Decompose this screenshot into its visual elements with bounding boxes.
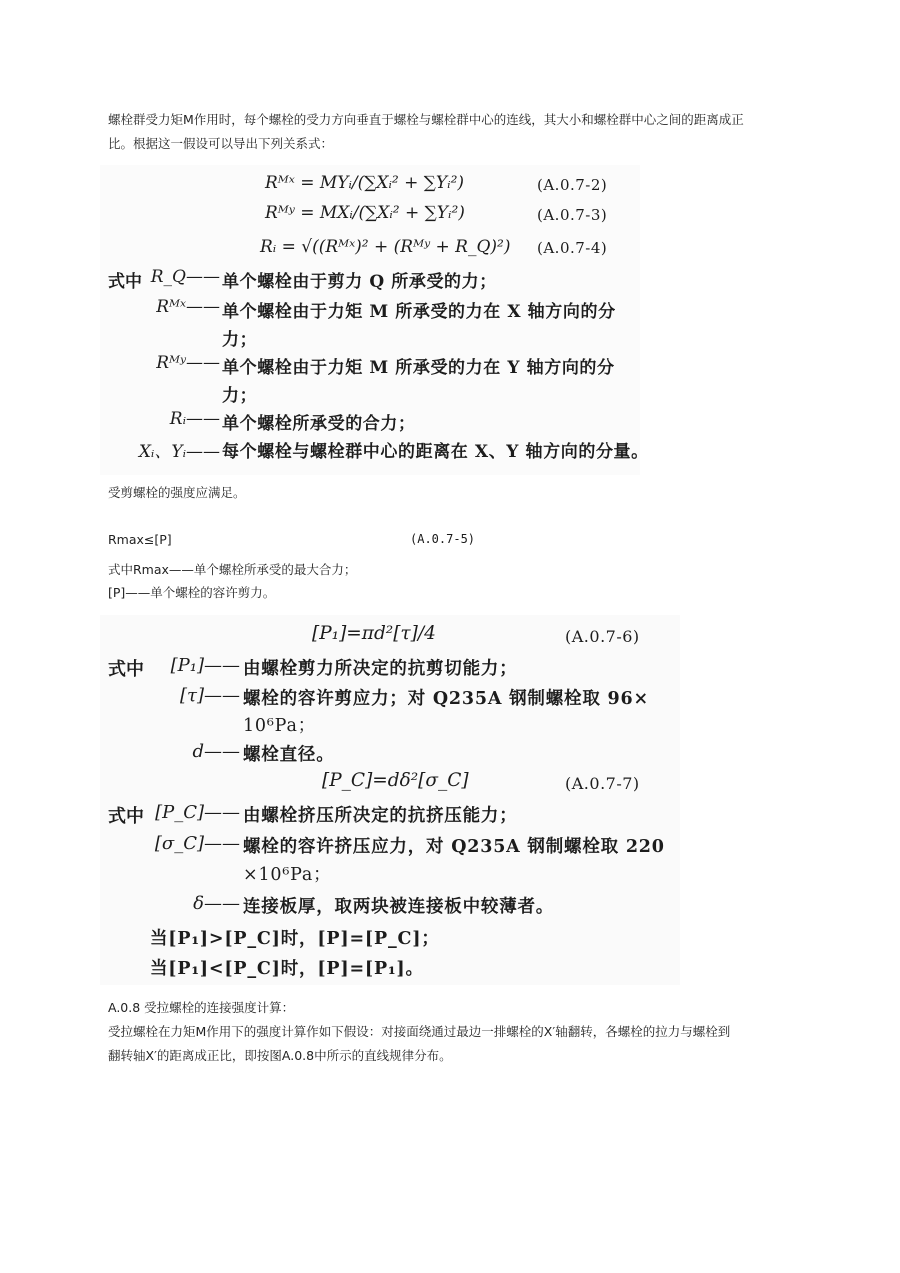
scanned-formula-block-a bbox=[100, 165, 649, 475]
case-line-2: 当[P₁]<[P_C]时，[P]=[P₁]。 bbox=[150, 959, 424, 979]
p-definition: [P]——单个螺栓的容许剪力。 bbox=[108, 585, 276, 600]
intro-line-2: 比。根据这一假设可以导出下列关系式： bbox=[108, 136, 334, 151]
symbol-sigma-c: [σ_C]—— bbox=[154, 833, 240, 854]
where-label-a: 式中 bbox=[108, 272, 142, 292]
symbol-d: d—— bbox=[192, 741, 240, 762]
definition-rq: 单个螺栓由于剪力 Q 所承受的力； bbox=[222, 272, 497, 292]
where-label-b: 式中 bbox=[108, 659, 144, 680]
definition-tau: 螺栓的容许剪应力；对 Q235A 钢制螺栓取 96× bbox=[243, 689, 649, 709]
definition-sigma-c: 螺栓的容许挤压应力，对 Q235A 钢制螺栓取 220 bbox=[243, 837, 665, 857]
formula-number-a7-3: (A.0.7-3) bbox=[537, 206, 608, 224]
definition-rmx: 单个螺栓由于力矩 M 所承受的力在 X 轴方向的分 bbox=[222, 302, 616, 322]
definition-tau-cont: 10⁶Pa； bbox=[243, 716, 317, 736]
definition-rmx-cont: 力； bbox=[222, 330, 258, 350]
symbol-rmx: Rᴹˣ—— bbox=[156, 297, 220, 317]
definition-rmy-cont: 力； bbox=[222, 386, 258, 406]
formula-number-a7-5: (A.0.7-5) bbox=[410, 532, 476, 546]
formula-number-a7-2: (A.0.7-2) bbox=[537, 176, 608, 194]
formula-number-a7-4: (A.0.7-4) bbox=[537, 239, 608, 257]
shear-strength-note: 受剪螺栓的强度应满足。 bbox=[108, 485, 246, 500]
formula-a7-6: [P₁]=πd²[τ]/4 bbox=[312, 623, 436, 644]
formula-a7-4: Rᵢ = √((Rᴹˣ)² + (Rᴹʸ + R_Q)²) bbox=[260, 237, 511, 257]
definition-rmy: 单个螺栓由于力矩 M 所承受的力在 Y 轴方向的分 bbox=[222, 358, 615, 378]
formula-a7-3: Rᴹʸ = MXᵢ/(∑Xᵢ² + ∑Yᵢ²) bbox=[265, 203, 465, 223]
formula-number-a7-7: (A.0.7-7) bbox=[565, 774, 640, 793]
symbol-ri: Rᵢ—— bbox=[169, 409, 220, 429]
symbol-rq: R_Q—— bbox=[150, 267, 220, 287]
section-a08-line-1: 受拉螺栓在力矩M作用下的强度计算作如下假设：对接面绕通过最边一排螺栓的X′轴翻转，各螺栓的拉力与螺栓到 bbox=[108, 1024, 731, 1039]
formula-number-a7-6: (A.0.7-6) bbox=[565, 627, 640, 646]
definition-p1: 由螺栓剪力所决定的抗剪切能力； bbox=[243, 659, 518, 679]
definition-delta: 连接板厚，取两块被连接板中较薄者。 bbox=[243, 897, 555, 917]
rmax-definition: 式中Rmax——单个螺栓所承受的最大合力； bbox=[108, 562, 357, 577]
intro-line-1: 螺栓群受力矩M作用时，每个螺栓的受力方向垂直于螺栓与螺栓群中心的连线，其大小和螺栓群中心之间的距离成正 bbox=[108, 112, 744, 127]
section-a08-line-2: 翻转轴X′的距离成正比，即按图A.0.8中所示的直线规律分布。 bbox=[108, 1048, 452, 1063]
scanned-formula-block-b bbox=[100, 615, 680, 985]
section-heading-a08: A.0.8 受拉螺栓的连接强度计算： bbox=[108, 1000, 295, 1015]
formula-rmax: Rmax≤[P] bbox=[108, 532, 172, 547]
definition-xi-yi: 每个螺栓与螺栓群中心的距离在 X、Y 轴方向的分量。 bbox=[222, 442, 649, 462]
definition-ri: 单个螺栓所承受的合力； bbox=[222, 414, 416, 434]
symbol-xi-yi: Xᵢ、Yᵢ—— bbox=[138, 442, 220, 462]
symbol-rmy: Rᴹʸ—— bbox=[156, 353, 220, 373]
definition-pc: 由螺栓挤压所决定的抗挤压能力； bbox=[243, 806, 518, 826]
formula-a7-2: Rᴹˣ = MYᵢ/(∑Xᵢ² + ∑Yᵢ²) bbox=[265, 173, 465, 193]
symbol-delta: δ—— bbox=[193, 893, 240, 914]
definition-d: 螺栓直径。 bbox=[243, 745, 335, 765]
definition-sigma-c-cont: ×10⁶Pa； bbox=[243, 865, 332, 885]
case-line-1: 当[P₁]>[P_C]时，[P]=[P_C]； bbox=[150, 929, 440, 949]
formula-a7-7: [P_C]=dδ²[σ_C] bbox=[322, 770, 469, 791]
symbol-pc: [P_C]—— bbox=[155, 802, 240, 823]
symbol-tau: [τ]—— bbox=[179, 685, 240, 706]
where-label-c: 式中 bbox=[108, 806, 144, 827]
symbol-p1: [P₁]—— bbox=[170, 655, 240, 676]
